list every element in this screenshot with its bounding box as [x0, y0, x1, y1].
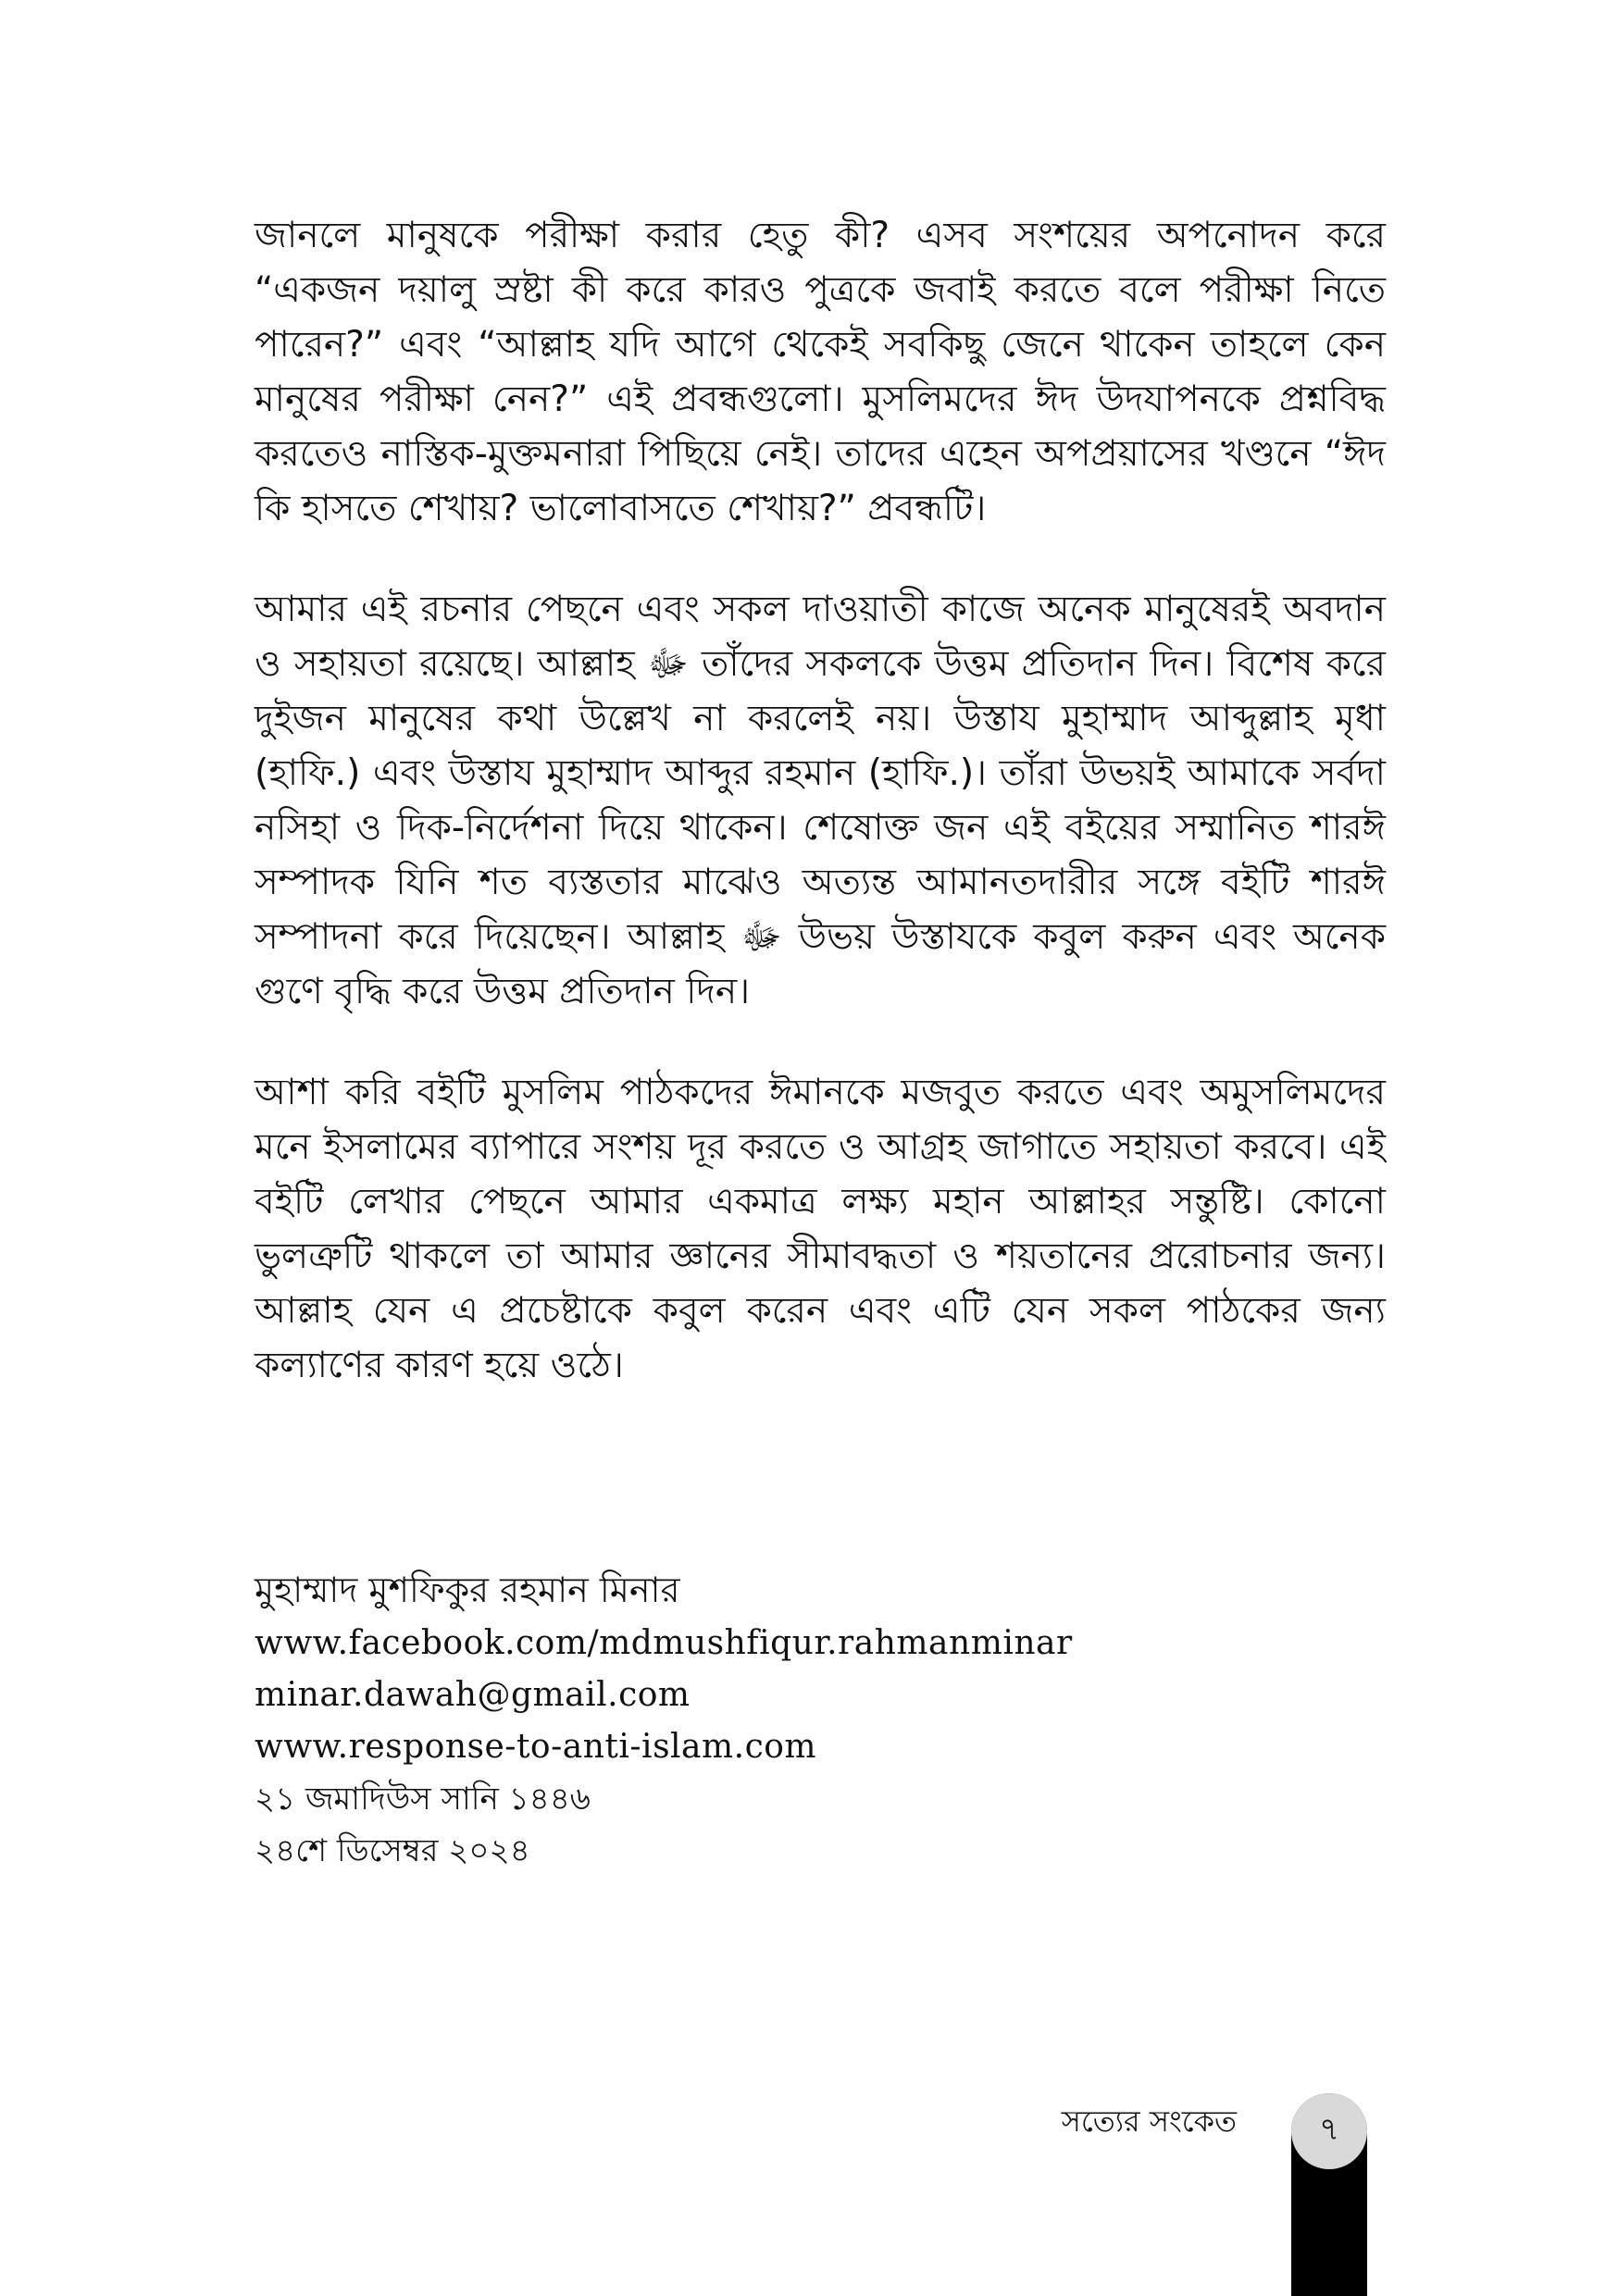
author-signature [255, 1564, 1180, 1877]
email-address: minar.dawah@gmail.com [255, 1676, 691, 1714]
body-text [255, 208, 1386, 1439]
page-number: ৭ [1318, 2110, 1340, 2148]
gregorian-date: ২৪শে ডিসেম্বর ২০২৪ [255, 1832, 530, 1869]
website-link: www.response-to-anti-islam.com [255, 1728, 817, 1766]
page-number-badge [1291, 2093, 1367, 2169]
author-name: মুহাম্মাদ মুশফিকুর রহমান মিনার [255, 1570, 680, 1610]
paragraph-1: জানলে মানুষকে পরীক্ষা করার হেতু কী? এসব সংশয়ের অপনোদন করে “একজন দয়ালু স্রষ্টা কী করে কারও পুত্রকে জবাই করতে বলে পরীক্ষা নিতে পারেন?” এবং “আল্লাহ যদি আগে থেকেই সবকিছু জেনে থাকেন তাহলে কেন মানুষের পরীক্ষা নেন?” এই প্রবন্ধগুলো। মুসলিমদের ঈদ উদযাপনকে প্রশ্নবিদ্ধ করতেও নাস্তিক-মুক্তমনারা পিছিয়ে নেই। তাদের এহেন অপপ্রয়াসের খণ্ডনে “ঈদ কি হাসতে শেখায়? ভালোবাসতে শেখায়?” প্রবন্ধটি। [255, 215, 1386, 529]
paragraph-2: আমার এই রচনার পেছনে এবং সকল দাওয়াতী কাজে অনেক মানুষেরই অবদান ও সহায়তা রয়েছে। আল্লাহ ﷻ তাঁদের সকলকে উত্তম প্রতিদান দিন। বিশেষ করে দুইজন মানুষের কথা উল্লেখ না করলেই নয়। উস্তায মুহাম্মাদ আব্দুল্লাহ মৃধা (হাফি.) এবং উস্তায মুহাম্মাদ আব্দুর রহমান (হাফি.)। তাঁরা উভয়ই আমাকে সর্বদা নসিহা ও দিক-নির্দেশনা দিয়ে থাকেন। শেষোক্ত জন এই বইয়ের সম্মানিত শারঈ সম্পাদক যিনি শত ব্যস্ততার মাঝেও অত্যন্ত আমানতদারীর সঙ্গে বইটি শারঈ সম্পাদনা করে দিয়েছেন। আল্লাহ ﷻ উভয় উস্তাযকে কবুল করুন এবং অনেক গুণে বৃদ্ধি করে উত্তম প্রতিদান দিন। [255, 589, 1386, 1012]
running-footer-title: সত্যের সংকেত [1061, 2104, 1237, 2139]
hijri-date: ২১ জমাদিউস সানি ১৪৪৬ [255, 1781, 591, 1818]
facebook-link: www.facebook.com/mdmushfiqur.rahmanminar [255, 1624, 1073, 1662]
paragraph-3: আশা করি বইটি মুসলিম পাঠকদের ঈমানকে মজবুত করতে এবং অমুসলিমদের মনে ইসলামের ব্যাপারে সংশয় দূর করতে ও আগ্রহ জাগাতে সহায়তা করবে। এই বইটি লেখার পেছনে আমার একমাত্র লক্ষ্য মহান আল্লাহর সন্তুষ্টি। কোনো ভুলত্রুটি থাকলে তা আমার জ্ঞানের সীমাবদ্ধতা ও শয়তানের প্ররোচনার জন্য। আল্লাহ যেন এ প্রচেষ্টাকে কবুল করেন এবং এটি যেন সকল পাঠকের জন্য কল্যাণের কারণ হয়ে ওঠে। [255, 1072, 1386, 1386]
